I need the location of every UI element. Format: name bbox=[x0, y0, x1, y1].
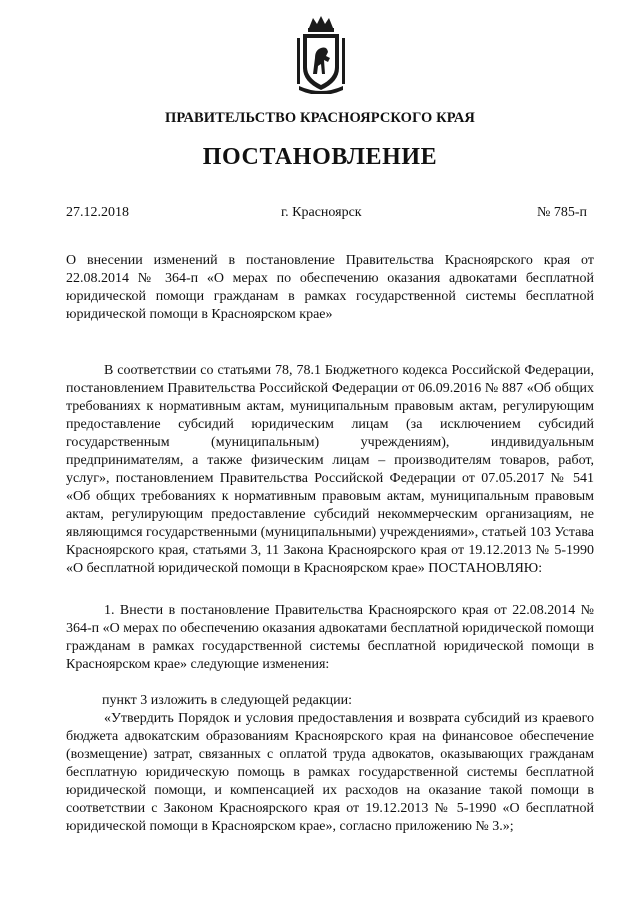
quoted-amendment-paragraph: «Утвердить Порядок и условия предоставления и возврата субсидий из краевого бюджета адвокатским образованиям Красноярского края на финансовое обеспечение (возмещение) затрат, связанных с оплатой труда адвокатов, оказывающих гражданам бесплатную юридическую помощь в рамках государственной системы бесплатной юридической помощи, и компенсацией их расходов на оказание такой помощи в соответствии с Законом Красноярского края от 19.12.2013 № 5-1990 «О бесплатной юридической помощи в Красноярском крае», согласно приложению № 3.»; bbox=[66, 711, 594, 834]
document-number: № 785-п bbox=[536, 205, 587, 220]
document-date: 27.12.2018 bbox=[66, 205, 129, 220]
coat-of-arms-icon bbox=[295, 14, 347, 94]
organization-title: ПРАВИТЕЛЬСТВО КРАСНОЯРСКОГО КРАЯ bbox=[164, 110, 475, 126]
document-type-title: ПОСТАНОВЛЕНИЕ bbox=[202, 144, 438, 170]
preamble-paragraph: В соответствии со статьями 78, 78.1 Бюджетного кодекса Российской Федерации, постановлением Правительства Российской Федерации от 06.09.2016 № 887 «Об общих требованиях к нормативным актам, муниципальным правовым актам, регулирующим предоставление субсидий юридическим лицам (за исключением субсидий государственным (муниципальным) учреждениям), индивидуальным предпринимателям, а также физическим лицам – производителям товаров, работ, услуг», постановлением Правительства Российской Федерации от 07.05.2017 № 541 «Об общих требованиях к нормативным правовым актам, муниципальным правовым актам, регулирующим предоставление субсидий некоммерческим организациям, не являющимся государственными (муниципальными) учреждениями», статьей 103 Устава Красноярского края, статьями 3, 11 Закона Красноярского края от 19.12.2013 № 5-1990 «О бесплатной юридической помощи в Красноярском крае» ПОСТАНОВЛЯЮ: bbox=[66, 363, 594, 576]
document-subject: О внесении изменений в постановление Правительства Красноярского края от 22.08.2014 № 364-п «О мерах по обеспечению оказания адвокатами бесплатной юридической помощи гражданам в рамках государственной системы бесплатной юридической помощи в Красноярском крае» bbox=[66, 253, 594, 322]
document-city: г. Красноярск bbox=[281, 205, 362, 220]
point-3-intro: пункт 3 изложить в следующей редакции: bbox=[102, 693, 352, 708]
item-1-paragraph: 1. Внести в постановление Правительства Красноярского края от 22.08.2014 № 364-п «О мерах по обеспечению оказания адвокатами бесплатной юридической помощи гражданам в рамках государственной системы бесплатной юридической помощи в Красноярском крае» следующие изменения: bbox=[66, 603, 594, 672]
